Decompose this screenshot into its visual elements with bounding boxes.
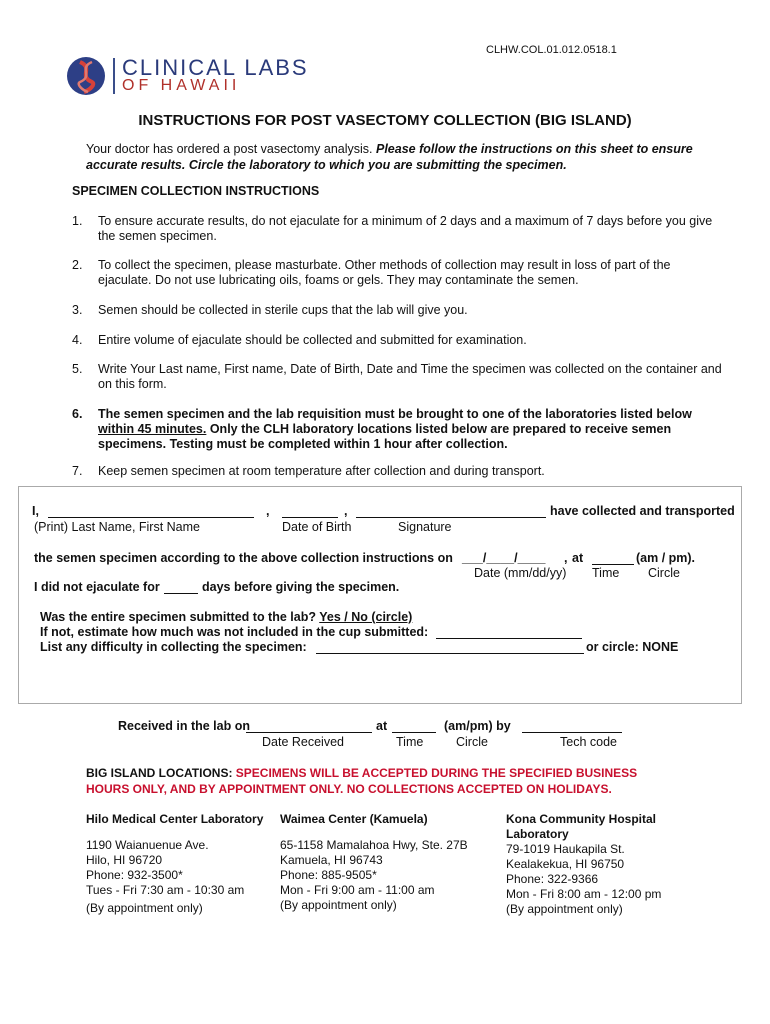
circle-label: Circle xyxy=(648,566,680,580)
step-number: 5. xyxy=(72,362,83,376)
locations-note-label: BIG ISLAND LOCATIONS: xyxy=(86,766,236,780)
dob-field[interactable] xyxy=(282,505,338,518)
step-text: Write Your Last name, First name, Date of Birth, Date and Time the specimen was collected on the container and on this form. xyxy=(98,362,722,391)
location-city: Kamuela, HI 96743 xyxy=(280,853,383,867)
received-ampm-label[interactable]: (am/pm) by xyxy=(444,719,511,733)
question-entire-specimen xyxy=(40,610,412,624)
step-4 xyxy=(72,333,722,348)
date-format-label: Date (mm/dd/yy) xyxy=(474,566,567,580)
logo-divider xyxy=(113,58,115,94)
location-city: Kealakekua, HI 96750 xyxy=(506,857,625,871)
step-2 xyxy=(72,258,722,288)
patient-form-box xyxy=(18,486,742,704)
location-name: Waimea Center (Kamuela) xyxy=(280,812,428,826)
location-hours: Tues - Fri 7:30 am - 10:30 am xyxy=(86,883,245,897)
received-time-field[interactable] xyxy=(392,720,436,733)
location-phone: Phone: 322-9366 xyxy=(506,872,599,886)
section-heading: SPECIMEN COLLECTION INSTRUCTIONS xyxy=(72,184,320,198)
at-label: at xyxy=(572,551,584,565)
question-difficulty: List any difficulty in collecting the specimen: xyxy=(40,640,307,654)
intro-text xyxy=(86,141,706,173)
step-number: 7. xyxy=(72,464,83,478)
collection-time-field[interactable] xyxy=(592,552,634,565)
step-text: Keep semen specimen at room temperature after collection and during transport. xyxy=(98,464,545,478)
difficulty-field[interactable] xyxy=(316,641,584,654)
form-comma-2: , xyxy=(344,504,348,518)
step-6-underlined: within 45 minutes. xyxy=(98,422,207,436)
step-number: 6. xyxy=(72,407,83,421)
collection-statement: the semen specimen according to the above collection instructions on xyxy=(34,551,453,565)
none-circle[interactable]: or circle: NONE xyxy=(586,640,679,654)
step-6 xyxy=(72,407,722,452)
form-i-label: I, xyxy=(32,504,39,518)
signature-field[interactable] xyxy=(356,505,546,518)
intro-plain: Your doctor has ordered a post vasectomy analysis. xyxy=(86,142,376,156)
location-hours: Mon - Fri 9:00 am - 11:00 am xyxy=(280,883,435,897)
step-number: 4. xyxy=(72,333,83,347)
location-hours: Mon - Fri 8:00 am - 12:00 pm xyxy=(506,887,662,901)
step-7 xyxy=(72,464,722,479)
received-at-label: at xyxy=(376,719,388,733)
name-field[interactable] xyxy=(48,505,254,518)
tech-code-label: Tech code xyxy=(560,735,617,749)
question-estimate: If not, estimate how much was not included in the cup submitted: xyxy=(40,625,429,639)
collection-date-field[interactable]: ___/____/____ xyxy=(462,551,546,565)
question-entire-specimen-text: Was the entire specimen submitted to the lab? xyxy=(40,610,316,624)
print-name-label: (Print) Last Name, First Name xyxy=(34,520,201,534)
step-text: To ensure accurate results, do not ejaculate for a minimum of 2 days and a maximum of 7 days before you give the semen specimen. xyxy=(98,214,713,243)
logo-text-line1: CLINICAL LABS xyxy=(122,55,309,80)
step-3 xyxy=(72,303,722,318)
dob-label: Date of Birth xyxy=(282,520,352,534)
step-6-part-b: Only the CLH laboratory locations listed below are prepared to receive semen specimens. Testing must be completed within 1 hour after collection. xyxy=(98,422,672,451)
time-label: Time xyxy=(592,566,620,580)
form-code: CLHW.COL.01.012.0518.1 xyxy=(486,44,617,56)
step-1 xyxy=(72,214,722,244)
ampm-label[interactable]: (am / pm). xyxy=(636,551,696,565)
received-circle-label: Circle xyxy=(456,735,488,749)
form-comma-3: , xyxy=(564,551,568,565)
days-field[interactable] xyxy=(164,581,198,594)
location-appointment: (By appointment only) xyxy=(280,898,397,912)
locations-note-warning: SPECIMENS WILL BE ACCEPTED DURING THE SPECIFIED BUSINESS HOURS ONLY, AND BY APPOINTMENT ONLY. NO COLLECTIONS ACCEPTED ON HOLIDAYS. xyxy=(86,766,638,796)
location-appointment: (By appointment only) xyxy=(506,902,623,916)
intro-emphasis: Please follow the instructions on this sheet to ensure accurate results. Circle the laboratory to which you are submitting the specimen. xyxy=(86,142,693,172)
yes-no-circle[interactable]: Yes / No (circle) xyxy=(319,610,413,624)
location-name: Hilo Medical Center Laboratory xyxy=(86,812,264,826)
location-waimea[interactable] xyxy=(280,812,490,913)
form-comma: , xyxy=(266,504,270,518)
step-6-part-a: The semen specimen and the lab requisition must be brought to one of the laboratories listed below xyxy=(98,407,692,421)
location-phone: Phone: 885-9505* xyxy=(280,868,377,882)
estimate-field[interactable] xyxy=(436,626,582,639)
location-address: 1190 Waianuenue Ave. xyxy=(86,838,209,852)
step-text: Semen should be collected in sterile cups that the lab will give you. xyxy=(98,303,468,317)
location-city: Hilo, HI 96720 xyxy=(86,853,163,867)
location-address: 65-1158 Mamalahoa Hwy, Ste. 27B xyxy=(280,838,468,852)
step-number: 3. xyxy=(72,303,83,317)
date-received-label: Date Received xyxy=(262,735,344,749)
location-kona[interactable] xyxy=(506,812,676,917)
did-not-ejaculate-a: I did not ejaculate for xyxy=(34,580,160,594)
did-not-ejaculate-b: days before giving the specimen. xyxy=(202,580,400,594)
received-time-label: Time xyxy=(396,735,424,749)
location-appointment: (By appointment only) xyxy=(86,901,203,915)
location-address: 79-1019 Haukapila St. xyxy=(506,842,625,856)
location-phone: Phone: 932-3500* xyxy=(86,868,183,882)
step-text xyxy=(98,407,722,452)
page-title: INSTRUCTIONS FOR POST VASECTOMY COLLECTION (BIG ISLAND) xyxy=(138,112,632,129)
have-collected-text: have collected and transported xyxy=(550,504,735,518)
step-number: 2. xyxy=(72,258,83,272)
signature-label: Signature xyxy=(398,520,452,534)
logo-icon xyxy=(66,56,106,96)
location-name: Kona Community Hospital Laboratory xyxy=(506,812,657,841)
step-text: Entire volume of ejaculate should be collected and submitted for examination. xyxy=(98,333,527,347)
step-5 xyxy=(72,362,722,392)
date-received-field[interactable] xyxy=(246,720,372,733)
received-label: Received in the lab on xyxy=(118,719,250,733)
step-number: 1. xyxy=(72,214,83,228)
locations-note xyxy=(86,765,666,797)
tech-code-field[interactable] xyxy=(522,720,622,733)
location-hilo[interactable] xyxy=(86,812,276,916)
logo-text-line2: OF HAWAII xyxy=(122,77,241,94)
step-text: To collect the specimen, please masturbate. Other methods of collection may result in loss of part of the ejaculate. Do not use lubricating oils, foams or gels. They may contaminate the semen. xyxy=(98,258,671,287)
